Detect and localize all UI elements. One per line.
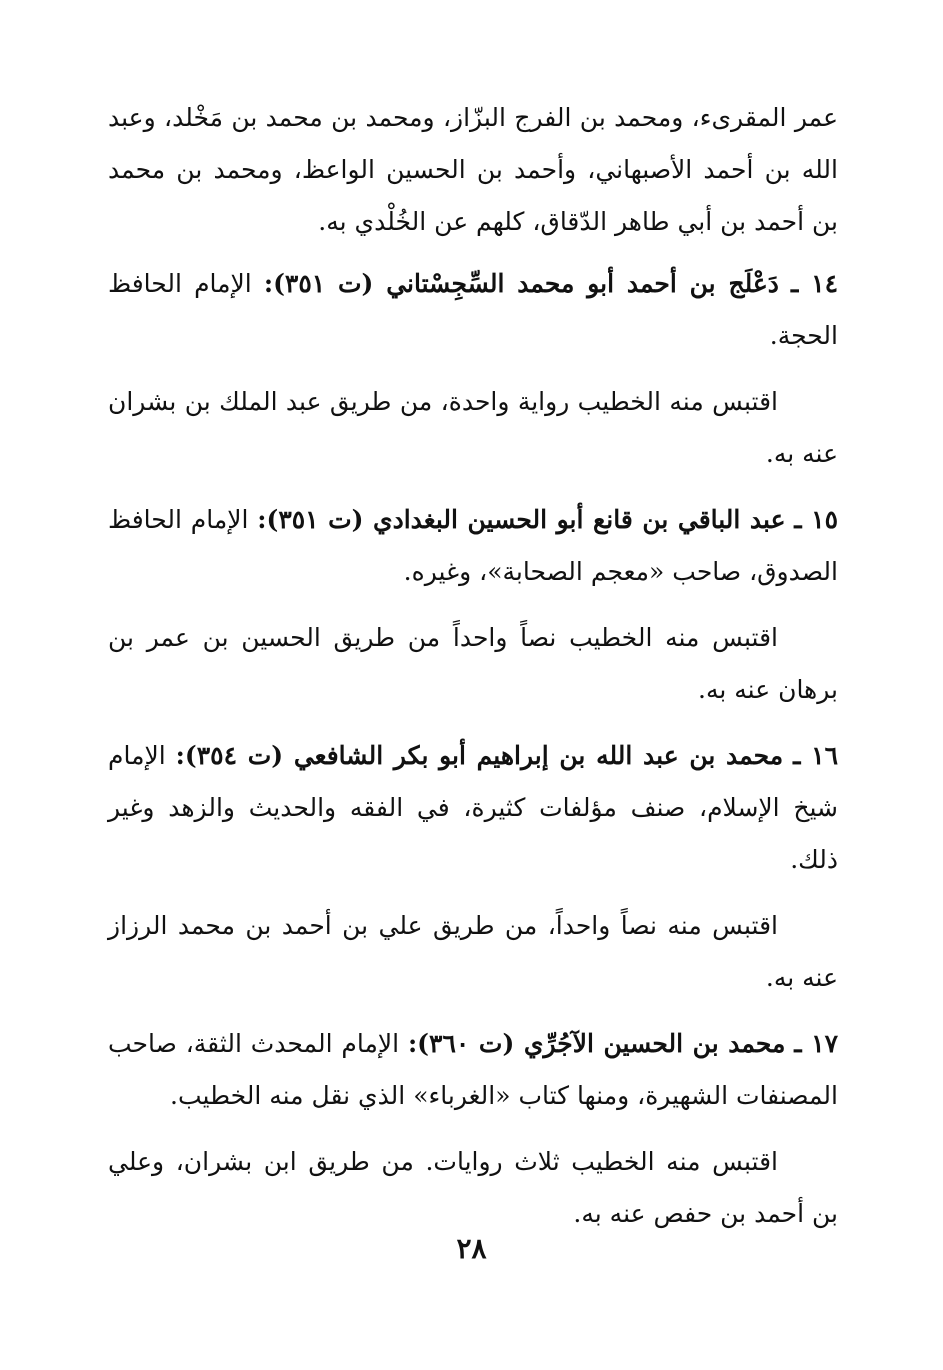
entry-15-heading: [108, 494, 838, 598]
entry-number: ١٧ ـ: [794, 1029, 838, 1058]
entry-16-heading: [108, 730, 838, 886]
entry-17-heading: [108, 1018, 838, 1122]
entry-name: محمد بن عبد الله بن إبراهيم أبو بكر الشافعي (ت ٣٥٤):: [175, 741, 784, 770]
entry-16-body: اقتبس منه نصاً واحداً، من طريق علي بن أحمد بن محمد الرزاز عنه به.: [108, 911, 838, 992]
entry-name: دَعْلَج بن أحمد أبو محمد السِّجِسْتاني (ت ٣٥١):: [263, 269, 779, 298]
entry-description: الإمام المحدث الثقة، صاحب المصنفات الشهيرة، ومنها كتاب «الغرباء» الذي نقل منه الخطيب.: [108, 1029, 838, 1110]
entry-number: ١٥ ـ: [794, 505, 838, 534]
page-number: ٢٨: [456, 1232, 487, 1265]
entry-description: الإمام شيخ الإسلام، صنف مؤلفات كثيرة، في الفقه والحديث والزهد وغير ذلك.: [108, 741, 838, 874]
entry-name: محمد بن الحسين الآجُرِّي (ت ٣٦٠):: [407, 1029, 786, 1058]
entry-number: ١٤ ـ: [791, 269, 839, 298]
entry-14-heading: [108, 258, 838, 362]
entry-name: عبد الباقي بن قانع أبو الحسين البغدادي (ت ٣٥١):: [257, 505, 786, 534]
entry-description: الإمام الحافظ الحجة.: [108, 269, 838, 350]
entry-17-body: اقتبس منه الخطيب ثلاث روايات. من طريق ابن بشران، وعلي بن أحمد بن حفص عنه به.: [108, 1147, 838, 1228]
entry-15-body: اقتبس منه الخطيب نصاً واحداً من طريق الحسين بن عمر بن برهان عنه به.: [108, 623, 838, 704]
entry-14-body: اقتبس منه الخطيب رواية واحدة، من طريق عبد الملك بن بشران عنه به.: [108, 387, 838, 468]
entry-description: الإمام الحافظ الصدوق، صاحب «معجم الصحابة»، وغيره.: [108, 505, 838, 586]
entry-number: ١٦ ـ: [793, 741, 839, 770]
page-content: [108, 92, 838, 1254]
intro-paragraph: عمر المقرىء، ومحمد بن الفرج البزّاز، ومحمد بن محمد بن مَخْلد، وعبد الله بن أحمد الأصبهاني، وأحمد بن الحسين الواعظ، ومحمد بن محمد بن أحمد بن أبي طاهر الدّقاق، كلهم عن الخُلْدي به.: [108, 103, 838, 236]
